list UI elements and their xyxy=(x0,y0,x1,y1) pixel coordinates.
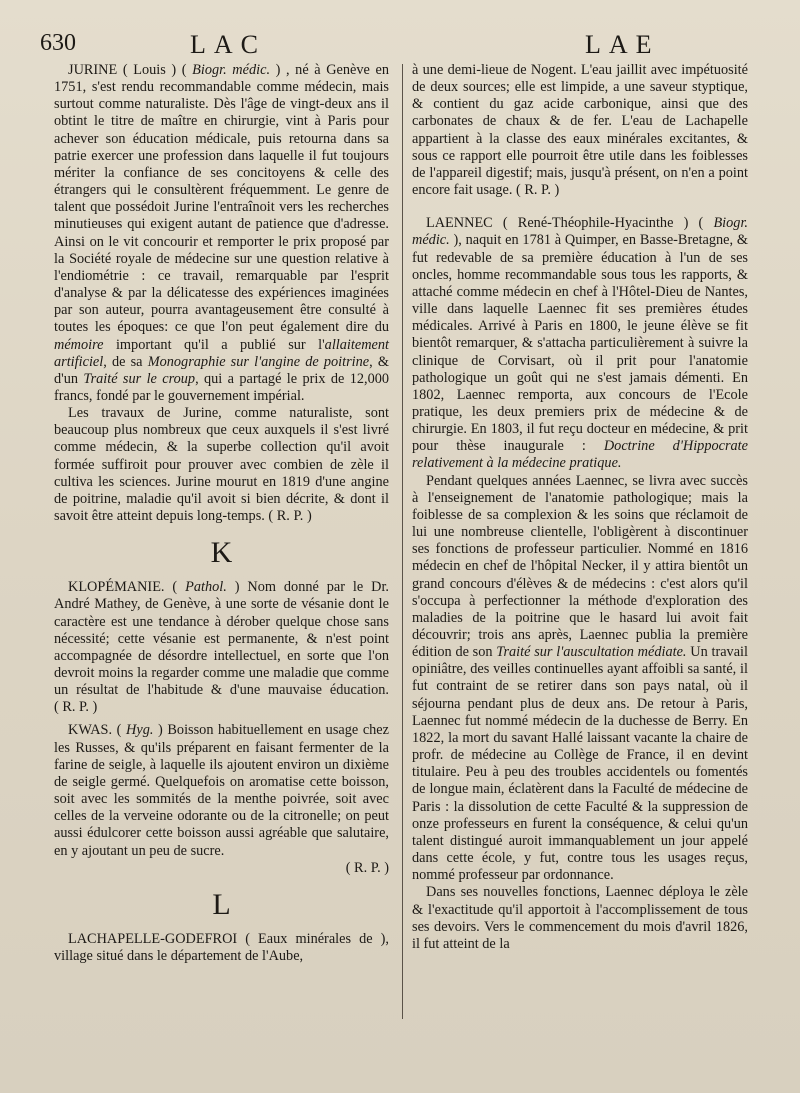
entry-gap xyxy=(412,205,748,215)
entry-headword: KWAS. ( xyxy=(68,722,122,739)
author-signature: ( R. P. ) xyxy=(516,182,560,199)
work-title: Doctrine d'Hippocrate relativement à la médecine pratique. xyxy=(412,438,748,472)
entry-headword: JURINE ( Louis ) ( xyxy=(68,62,187,78)
entry-laennec-para2 xyxy=(412,473,748,885)
entry-text: ) Nom donné par le Dr. André Mathey, de Genève, à une sorte de vésanie dont le caractère est une tendance à dérober quelque chose sans nécessité; cette vésanie est permanente, & n'est point accompagnée de désordre intellectuel, en sorte que l'on devroit moins la regarder comme une maladie que comme un résultat de l'habitude & d'une mauvaise éducation. xyxy=(54,579,390,699)
entry-laennec-para3: Dans ses nouvelles fonctions, Laennec déploya le zèle & l'exactitude qu'il apportoit à l'accomplissement de tous ses devoirs. Vers le commencement du mois d'avril 1826, il fut atteint de la xyxy=(412,884,748,952)
author-signature: ( R. P. ) xyxy=(54,699,98,716)
author-signature: ( R. P. ) xyxy=(268,508,312,525)
entry-headword: KLOPÉMANIE. ( xyxy=(68,579,178,596)
section-letter-k: K xyxy=(210,536,233,570)
entry-text: , qui a partagé le prix de 12,000 francs, fondé par le gouvernement impérial. xyxy=(54,370,390,404)
section-letter-l: L xyxy=(212,887,231,921)
entry-laennec-body xyxy=(412,215,748,472)
entry-domain: Biogr. médic. xyxy=(412,215,748,249)
work-title: allaitement artificiel xyxy=(54,336,389,370)
entry-text: ), naquit en 1781 à Quimper, en Basse-Bretagne, & fut redevable de sa première éducation à l'un de ses oncles, homme recommandable sous tous les rapports, & attaché comme médecin en chef à l'Hôtel-Dieu de Nantes, ville dans laquelle Laennec fit ses premières études médicales. Arrivé à Paris en 1800, le jeune élève se fit bientôt remarquer, & s'attacha particulièrement à suivre la clinique de Corvisart, où il prit pour l'anatomie pathologique un goût qui ne s'est jamais démenti. En 1802, Laennec remporta, aux concours de l'Ecole pratique, les deux premiers prix de médecine & de chirurgie. En 1803, il fut reçu docteur en médecine, & prit pour thèse inaugurale : xyxy=(412,232,749,455)
entry-text: Un travail opiniâtre, des veilles continuelles ayant affoibli sa santé, il fut contraint de se retirer dans son pays natal, où il séjourna pendant plus de deux ans. De retour à Paris, Laennec fut nommé médecin de la duchesse de Berry. En 1822, la mort du savant Hallé laissant vacante la chaire de profr. de médecine au Collège de France, il en devint titulaire. Peu à peu des troubles accidentels ou fomentés de longue main, éclatèrent dans la Faculté de médecine de Paris : la dissolution de cette Faculté & la suppression de onze professeurs en furent la conséquence, & celui qu'un talent distingué auroit immanquablement un jour appelé dans cette école, y fut, contre tous les usages reçus, nommé professeur par ordonnance. xyxy=(412,644,748,884)
entry-headword: LAENNEC ( René-Théophile-Hyacinthe ) ( xyxy=(426,215,704,232)
right-column xyxy=(412,62,748,959)
author-signature-line xyxy=(54,860,389,877)
entry-text: important qu'il a publié sur l' xyxy=(115,336,325,353)
entry-text: , de sa xyxy=(103,353,143,370)
entry-lachapelle xyxy=(54,931,389,965)
entry-domain: Biogr. médic. xyxy=(192,62,271,78)
entry-klopemanie xyxy=(54,579,389,716)
entry-text: , & d'un xyxy=(54,353,389,387)
running-head-right: LAE xyxy=(585,30,660,59)
entry-lachapelle-body: LACHAPELLE-GODEFROI ( Eaux minérales de ), village situé dans le département de l'Aube, xyxy=(54,930,389,965)
entry-text: Les travaux de Jurine, comme naturaliste, sont beaucoup plus nombreux que ceux auxquels il s'est livré comme médecin, & la superbe collection qu'il avoit formée suffiroit pour prouver avec combien de zèle il cultiva les sciences. Jurine mourut en 1819 d'une angine de poitrine, maladie qu'il avoit si bien décrite, & dont il savoit être atteint depuis long-temps. xyxy=(54,405,389,525)
entry-jurine xyxy=(54,62,389,525)
entry-domain: Hyg. xyxy=(126,722,154,739)
entry-domain: Pathol. xyxy=(185,579,227,596)
entry-kwas xyxy=(54,722,389,876)
running-head-left: LAC xyxy=(190,30,266,59)
entry-jurine-para2 xyxy=(54,405,389,525)
entry-lachapelle-continued xyxy=(412,62,748,199)
column-divider xyxy=(402,64,403,1019)
running-header xyxy=(40,30,790,60)
entry-laennec xyxy=(412,215,748,953)
work-title: Monographie sur l'angine de poitrine xyxy=(147,353,370,370)
author-signature: ( R. P. ) xyxy=(345,859,389,876)
left-column xyxy=(54,62,389,971)
entry-text: ) Boisson habituellement en usage chez les Russes, & qu'ils préparent en faisant fermenter de la farine de seigle, à laquelle ils ajoutent environ un dixième de seigle germé. Quelquefois on aromatise cette boisson, soit avec les sommités de la menthe poivrée, soit avec celles de la verveine odorante ou de la citronelle; on peut aussi édulcorer cette boisson aussi agréable que salutaire, en y ajoutant un peu de sucre. xyxy=(54,722,390,859)
work-title: Traité sur l'auscultation médiate. xyxy=(496,644,687,661)
page-number: 630 xyxy=(40,30,76,56)
entry-lachapelle-cont-body xyxy=(412,62,748,199)
entry-jurine-body xyxy=(54,62,389,405)
entry-kwas-body xyxy=(54,722,389,859)
work-title: mémoire xyxy=(54,336,104,353)
entry-text: ) , né à Genève en 1751, s'est rendu recommandable comme médecin, mais surtout comme naturaliste. Dès l'âge de vingt-deux ans il obtint le titre de maître en chirurgie, vint à Paris pour achever son éducation médicale, puis retourna dans sa patrie exercer une profession dans laquelle il fut toujours mériter la confiance de ses concitoyens & celle des étrangers qui le consultèrent fréquemment. Le genre de talent que possédoit Jurine l'entraînoit vers les recherches minutieuses qui exigent autant de patience que d'adresse. Ainsi on le vit concourir et remporter le prix proposé par la Société royale de médecine sur une question relative à l'endiométrie : ce travail, remarquable par l'esprit d'analyse & par la délicatesse des expériences imaginées par son auteur, pourra avantageusement être consulté à toutes les époques: ce que l'on peut également dire du xyxy=(54,62,389,336)
entry-klopemanie-body xyxy=(54,579,389,716)
entry-text: Pendant quelques années Laennec, se livra avec succès à l'enseignement de l'anatomie pathologique; mais la foiblesse de sa complexion & les soins que réclamoit de lui une nombreuse clientelle, l'obligèrent à discontinuer ses fonctions de professeur particulier. Nommé en 1816 médecin en chef de l'hôpital Necker, il y attira bientôt un grand concours d'élèves & de médecins : c'est alors qu'il s'occupa à perfectionner la méthode d'exploration des maladies de la poitrine que le hasard lui avoit fait découvrir; trois ans après, Laennec publia la première édition de son xyxy=(412,472,748,661)
work-title: Traité sur le croup xyxy=(83,370,196,387)
entry-text: à une demi-lieue de Nogent. L'eau jaillit avec impétuosité de deux sources; elle est limpide, a une saveur styptique, & contient du gaz acide carbonique, ainsi que des carbonates de chaux & de fer. L'eau de Lachapelle appartient à la classe des eaux minérales excitantes, & sous ce rapport elle pourroit être utile dans les foiblesses de l'appareil digestif; mais, jusqu'à présent, on n'en a point encore fait usage. xyxy=(412,62,748,199)
